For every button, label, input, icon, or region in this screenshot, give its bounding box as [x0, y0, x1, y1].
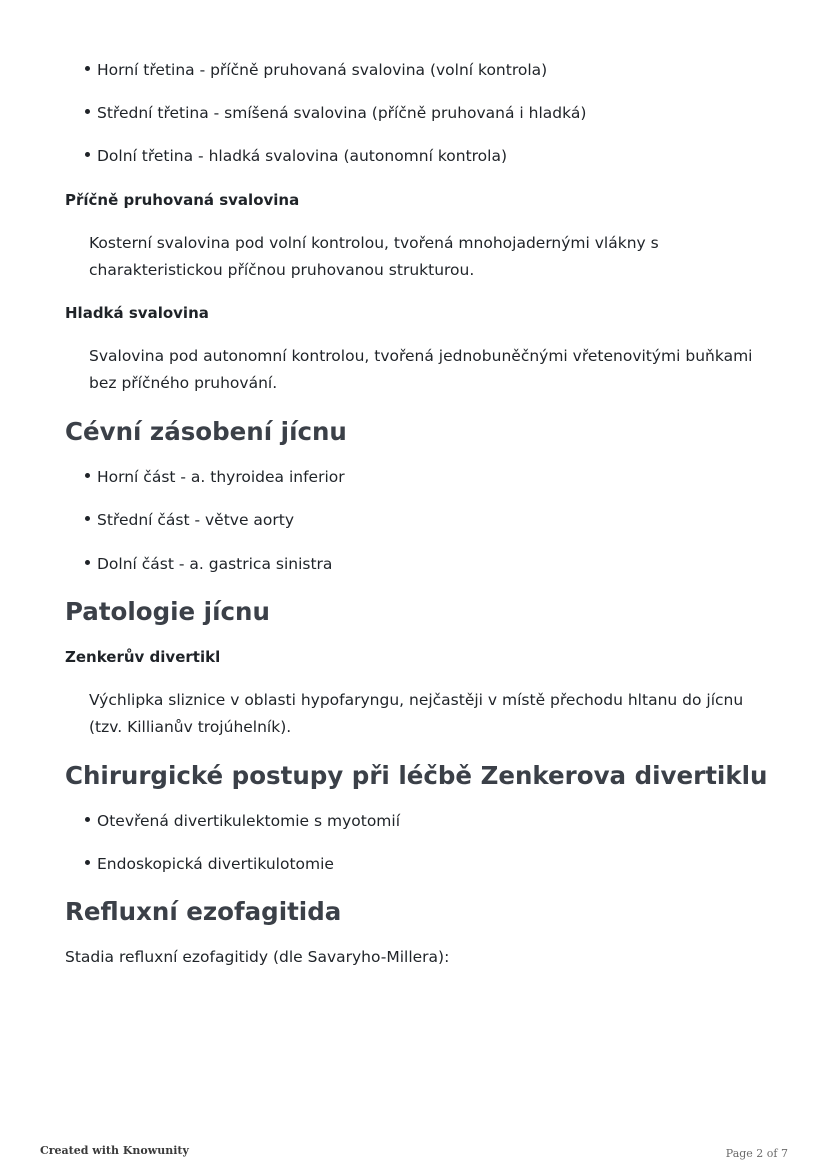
bullet-icon	[85, 66, 90, 71]
reflux-intro: Stadia refluxní ezofagitidy (dle Savaryho-Millera):	[65, 948, 450, 966]
reflux-heading: Refluxní ezofagitida	[65, 897, 342, 926]
list-item: Endoskopická divertikulotomie	[85, 853, 334, 875]
pathology-heading: Patologie jícnu	[65, 597, 270, 626]
zenker-title: Zenkerův divertikl	[65, 648, 221, 666]
list-item: Otevřená divertikulektomie s myotomií	[85, 810, 400, 832]
bullet-icon	[85, 516, 90, 521]
page-number: Page 2 of 7	[725, 1147, 788, 1160]
list-item: Horní třetina - příčně pruhovaná svalovina (volní kontrola)	[85, 59, 547, 81]
bullet-icon	[85, 473, 90, 478]
bullet-icon	[85, 152, 90, 157]
list-item: Dolní třetina - hladká svalovina (autonomní kontrola)	[85, 145, 507, 167]
blood-supply-heading: Cévní zásobení jícnu	[65, 417, 347, 446]
striated-muscle-text: Kosterní svalovina pod volní kontrolou, tvořená mnohojadernými vlákny s charakteristickou příčnou pruhovanou strukturou.	[89, 234, 659, 279]
list-item: Střední třetina - smíšená svalovina (příčně pruhovaná i hladká)	[85, 102, 586, 124]
bullet-icon	[85, 860, 90, 865]
smooth-muscle-text: Svalovina pod autonomní kontrolou, tvořená jednobuněčnými vřetenovitými buňkami bez příčného pruhování.	[89, 347, 753, 392]
bullet-icon	[85, 817, 90, 822]
striated-muscle-title: Příčně pruhovaná svalovina	[65, 191, 300, 209]
list-item: Dolní část - a. gastrica sinistra	[85, 553, 332, 575]
bullet-icon	[85, 109, 90, 114]
bullet-icon	[85, 560, 90, 565]
surgery-heading: Chirurgické postupy při léčbě Zenkerova divertiklu	[65, 761, 768, 790]
zenker-text: Výchlipka sliznice v oblasti hypofaryngu, nejčastěji v místě přechodu hltanu do jícnu (tzv. Killianův trojúhelník).	[89, 691, 744, 736]
footer-brand: Created with Knowunity	[40, 1144, 189, 1157]
list-item: Horní část - a. thyroidea inferior	[85, 466, 345, 488]
list-item: Střední část - větve aorty	[85, 509, 294, 531]
smooth-muscle-title: Hladká svalovina	[65, 304, 209, 322]
